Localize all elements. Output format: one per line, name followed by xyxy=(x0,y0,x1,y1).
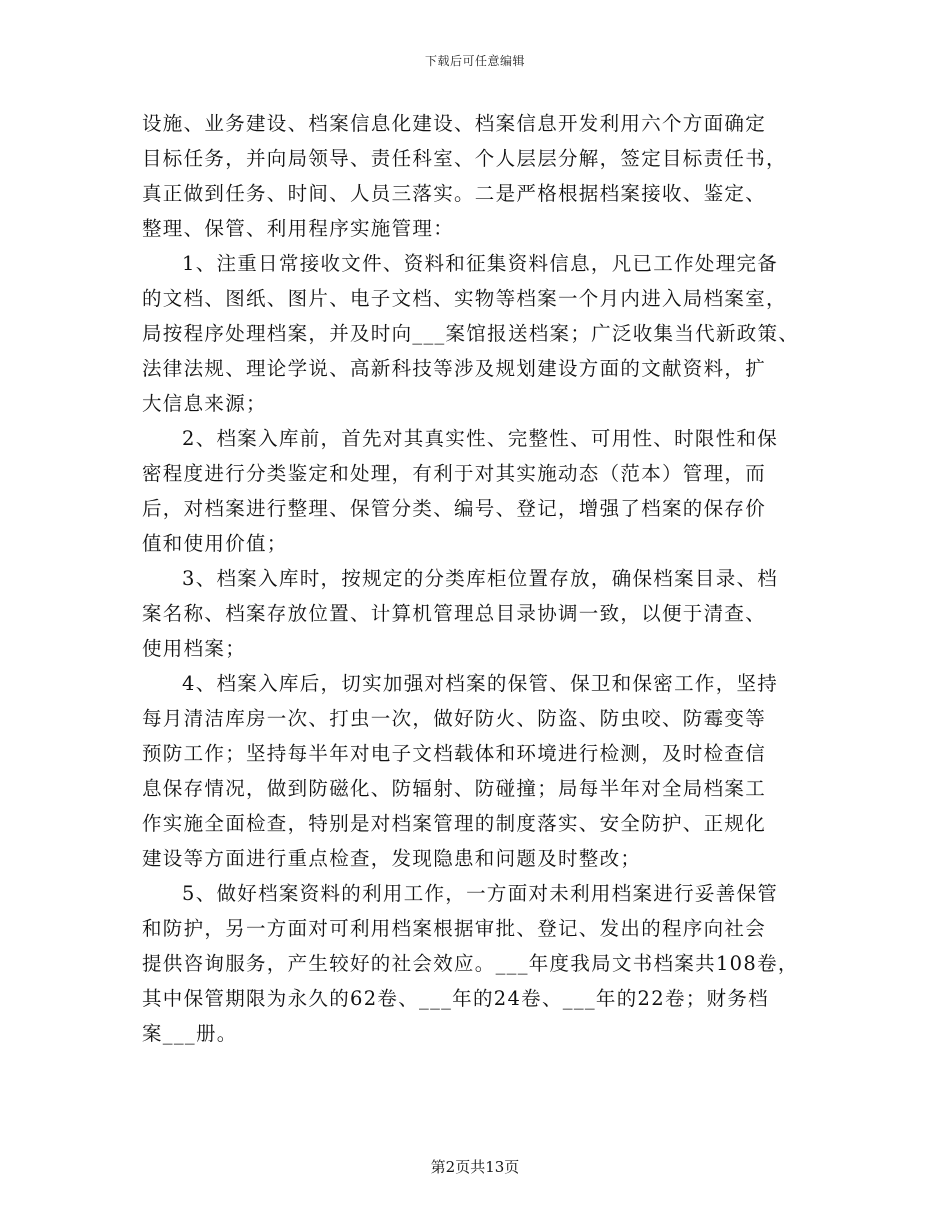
text-line: 案名称、档案存放位置、计算机管理总目录协调一致，以便于清查、 xyxy=(142,602,767,625)
text-line: 真正做到任务、时间、人员三落实。二是严格根据档案接收、鉴定、 xyxy=(142,182,767,205)
text-line: 息保存情况，做到防磁化、防辐射、防碰撞；局每半年对全局档案工 xyxy=(142,777,767,800)
paragraph-first-line: 1、注重日常接收文件、资料和征集资料信息，凡已工作处理完备 xyxy=(182,252,779,275)
text-line: 后，对档案进行整理、保管分类、编号、登记，增强了档案的保存价 xyxy=(142,497,767,520)
paragraph-first-line: 3、档案入库时，按规定的分类库柜位置存放，确保档案目录、档 xyxy=(182,567,779,590)
text-line: 局按程序处理档案，并及时向___案馆报送档案；广泛收集当代新政策、 xyxy=(142,322,800,345)
paragraph-first-line: 4、档案入库后，切实加强对档案的保管、保卫和保密工作，坚持 xyxy=(182,672,779,695)
page-footer: 第2页共13页 xyxy=(430,1158,520,1176)
text-line: 预防工作；坚持每半年对电子文档载体和环境进行检测，及时检查信 xyxy=(142,742,767,765)
text-line: 密程度进行分类鉴定和处理，有利于对其实施动态（范本）管理，而 xyxy=(142,462,767,485)
text-line: 大信息来源； xyxy=(142,392,267,415)
text-line: 每月清洁库房一次、打虫一次，做好防火、防盗、防虫咬、防霉变等 xyxy=(142,707,767,730)
document-body xyxy=(142,106,810,1051)
paragraph-first-line: 5、做好档案资料的利用工作，一方面对未利用档案进行妥善保管 xyxy=(182,882,779,905)
text-line: 法律法规、理论学说、高新科技等涉及规划建设方面的文献资料，扩 xyxy=(142,357,767,380)
text-line: 值和使用价值； xyxy=(142,532,288,555)
text-line: 作实施全面检查，特别是对档案管理的制度落实、安全防护、正规化 xyxy=(142,812,767,835)
page-header: 下载后可任意编辑 xyxy=(424,54,525,68)
text-line: 使用档案； xyxy=(142,637,247,660)
text-line: 整理、保管、利用程序实施管理： xyxy=(142,217,455,240)
text-line: 提供咨询服务，产生较好的社会效应。___年度我局文书档案共108卷， xyxy=(142,952,799,975)
text-line: 设施、业务建设、档案信息化建设、档案信息开发利用六个方面确定 xyxy=(142,112,767,135)
text-line: 建设等方面进行重点检查，发现隐患和问题及时整改； xyxy=(142,847,642,870)
text-line: 目标任务，并向局领导、责任科室、个人层层分解，签定目标责任书， xyxy=(142,147,787,170)
text-line: 的文档、图纸、图片、电子文档、实物等档案一个月内进入局档案室， xyxy=(142,287,787,310)
text-line: 其中保管期限为永久的62卷、___年的24卷、___年的22卷；财务档 xyxy=(142,987,769,1010)
text-line: 案___册。 xyxy=(142,1022,238,1045)
text-line: 和防护，另一方面对可利用档案根据审批、登记、发出的程序向社会 xyxy=(142,917,767,940)
paragraph-first-line: 2、档案入库前，首先对其真实性、完整性、可用性、时限性和保 xyxy=(182,427,779,450)
